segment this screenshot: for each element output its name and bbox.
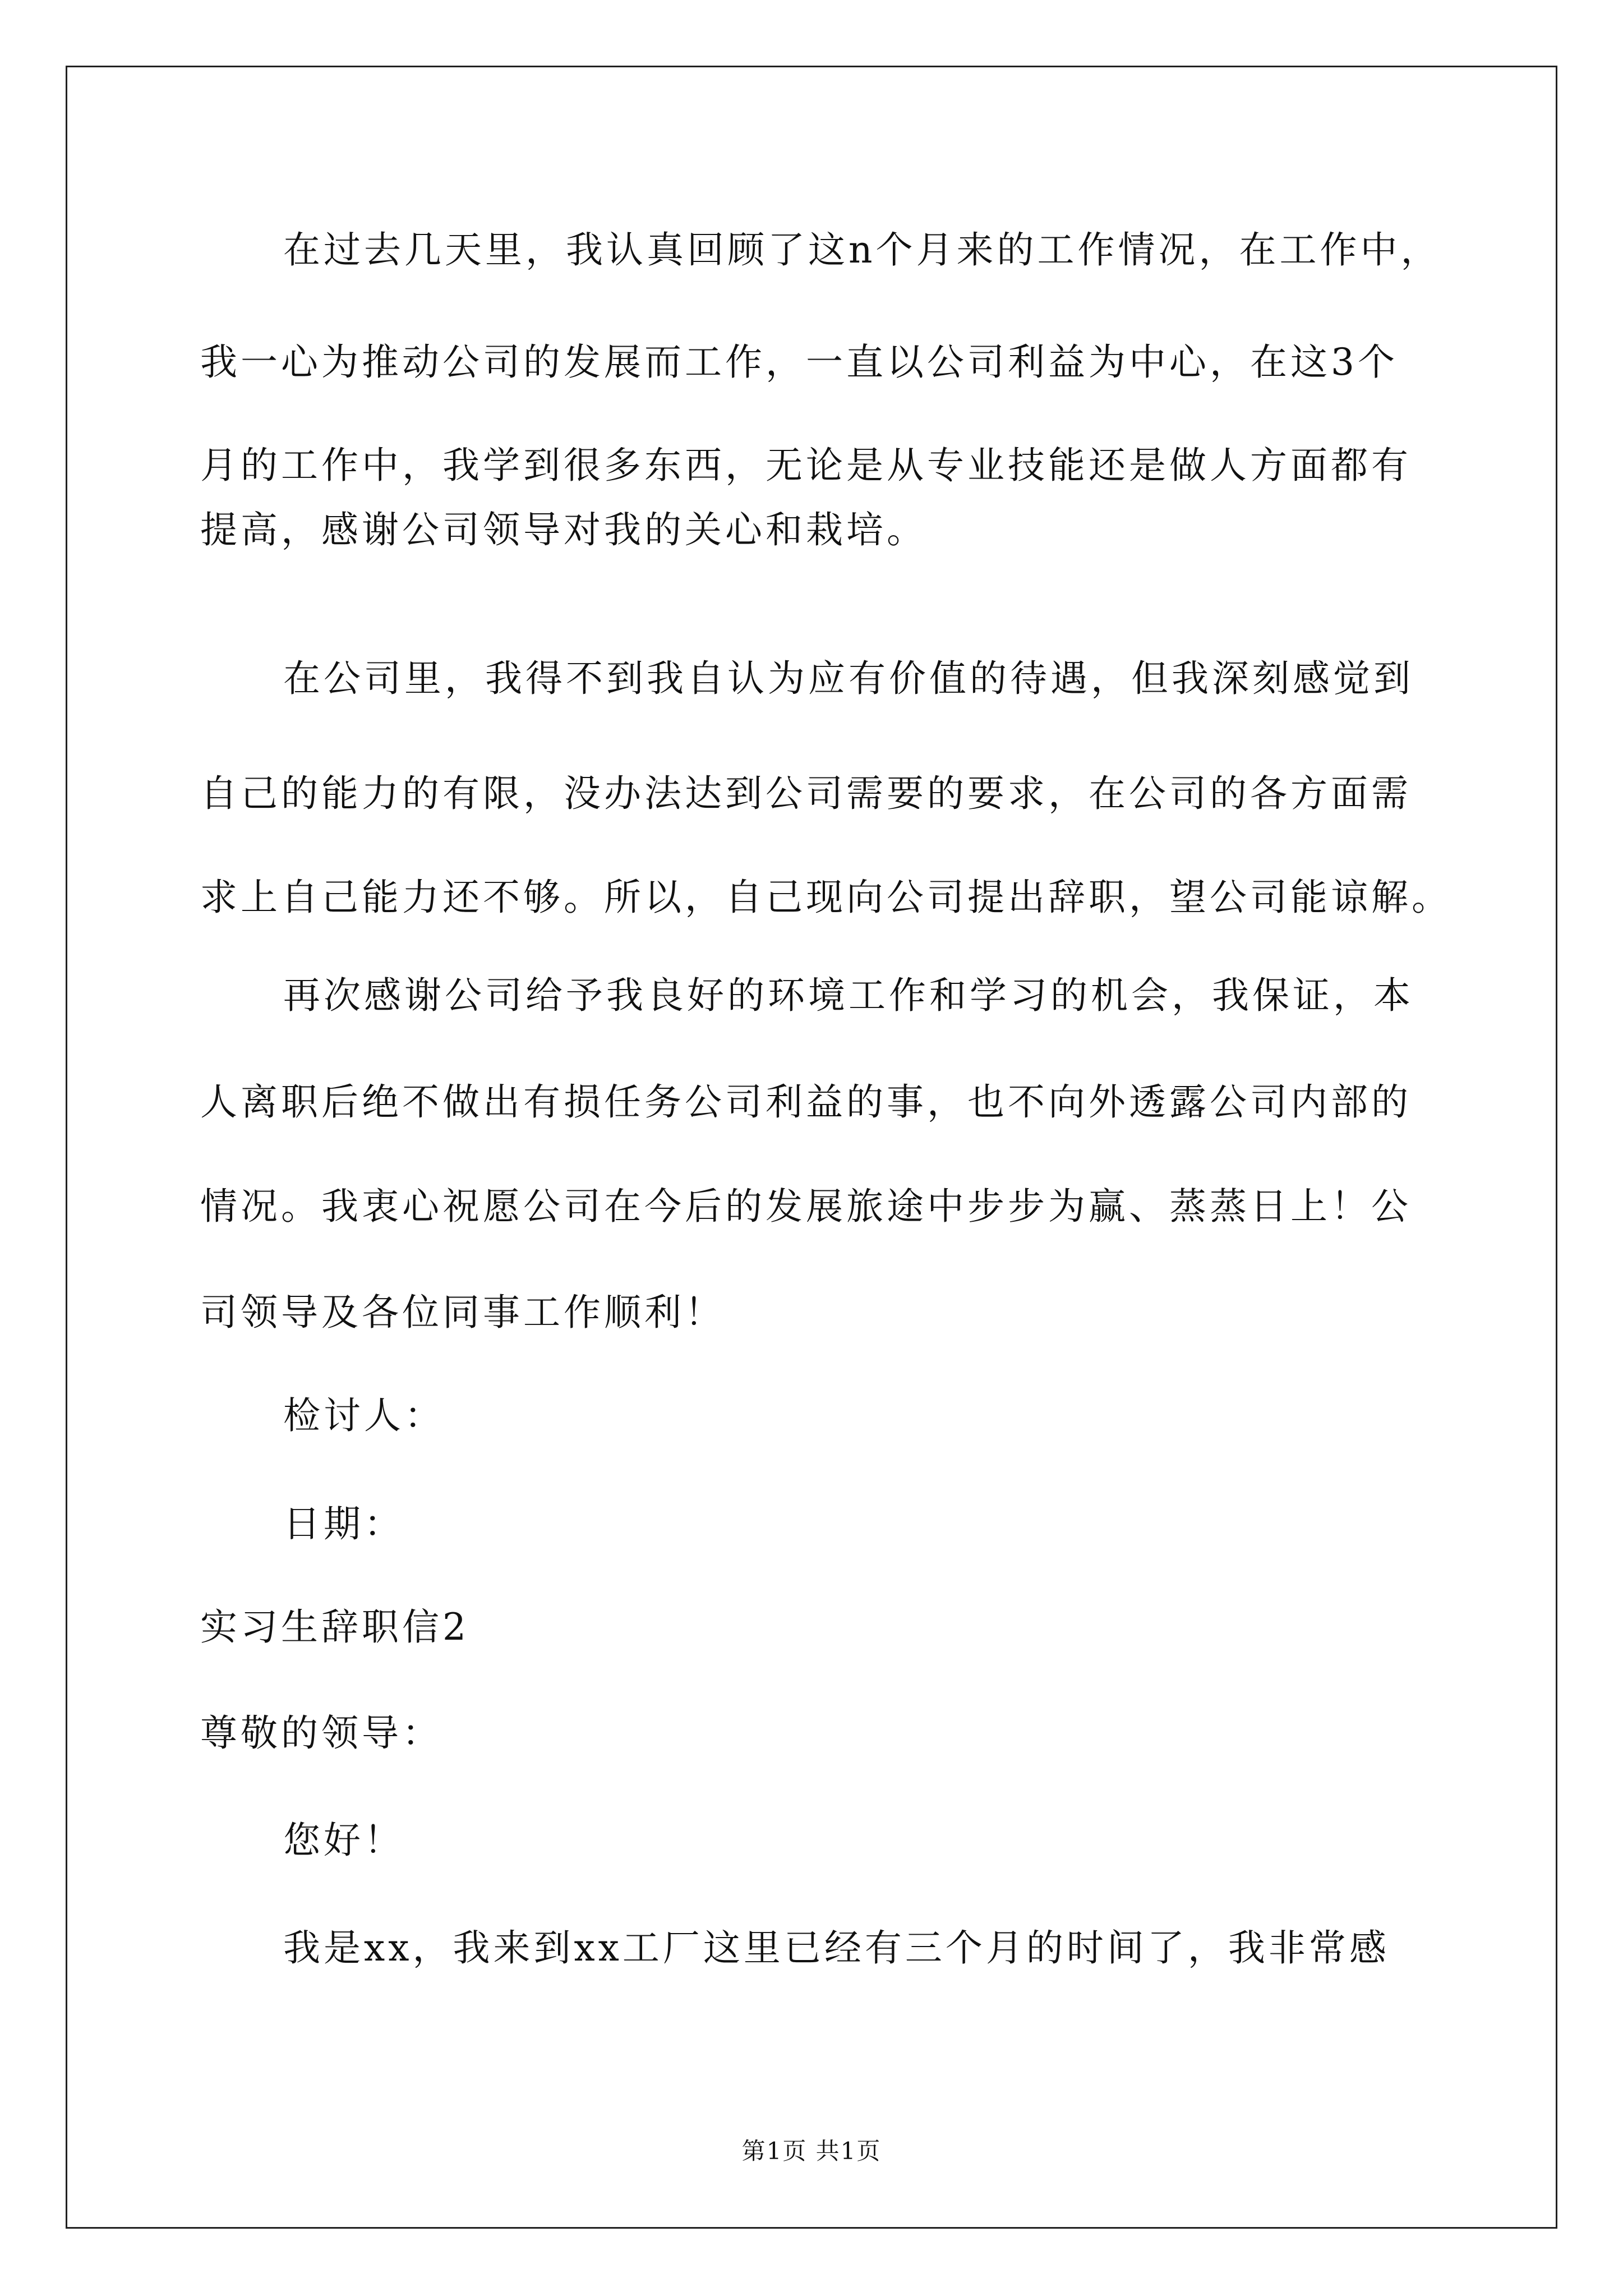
signer-label: 检讨人： [283,1394,445,1437]
paragraph-3-line-1: 再次感谢公司给予我良好的环境工作和学习的机会，我保证，本 [283,974,1414,1017]
paragraph-3-line-2: 人离职后绝不做出有损任务公司利益的事，也不向外透露公司内部的 [200,1080,1412,1124]
paragraph-1-line-4: 提高，感谢公司领导对我的关心和栽培。 [200,508,927,551]
page-border [66,66,1557,2229]
paragraph-1-line-3: 月的工作中，我学到很多东西，无论是从专业技能还是做人方面都有 [200,444,1412,487]
paragraph-3-line-3: 情况。我衷心祝愿公司在今后的发展旅途中步步为赢、蒸蒸日上！公 [200,1185,1412,1228]
paragraph-1-line-1: 在过去几天里，我认真回顾了这n个月来的工作情况，在工作中， [283,228,1441,272]
paragraph-2-line-1: 在公司里，我得不到我自认为应有价值的待遇，但我深刻感觉到 [283,657,1414,700]
paragraph-3-line-4: 司领导及各位同事工作顺利！ [200,1291,725,1334]
date-label: 日期： [283,1502,404,1545]
paragraph-4-line-1: 我是xx，我来到xx工厂这里已经有三个月的时间了，我非常感 [283,1926,1390,1970]
page-footer: 第1页 共1页 [741,2137,882,2165]
paragraph-2-line-2: 自己的能力的有限，没办法达到公司需要的要求，在公司的各方面需 [200,772,1412,815]
paragraph-2-line-3: 求上自己能力还不够。所以，自己现向公司提出辞职，望公司能谅解。 [200,876,1452,919]
greeting: 您好！ [283,1819,404,1862]
paragraph-1-line-2: 我一心为推动公司的发展而工作，一直以公司利益为中心，在这3个 [200,341,1398,384]
salutation: 尊敬的领导： [200,1711,442,1755]
section-title: 实习生辞职信2 [200,1605,469,1649]
